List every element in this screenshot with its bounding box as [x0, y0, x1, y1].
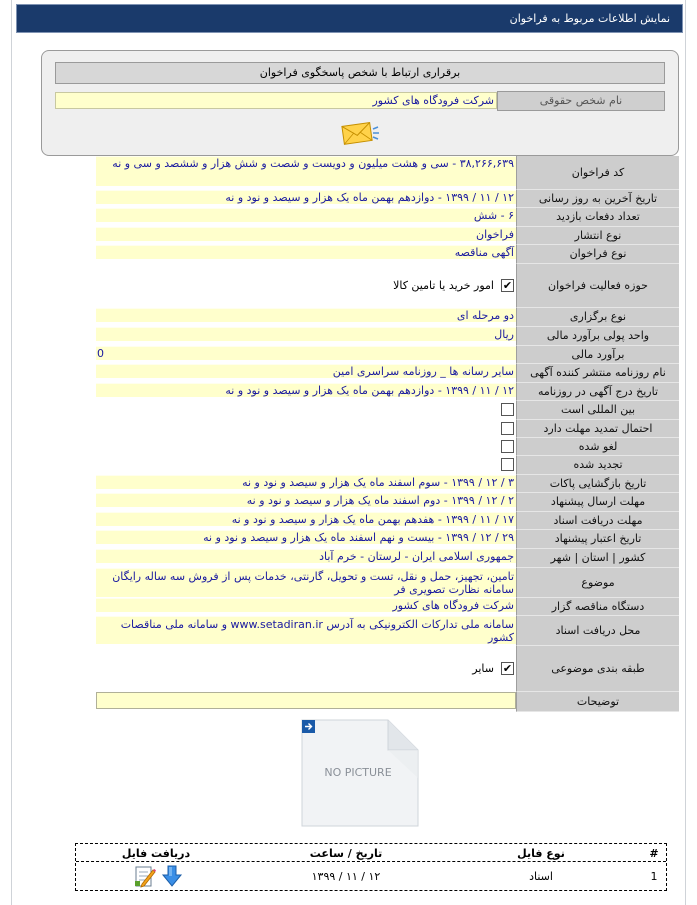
location-value: جمهوری اسلامی ایران - لرستان - خرم آباد	[96, 549, 516, 563]
row-description	[96, 692, 679, 712]
holding-type-label: نوع برگزاری	[516, 308, 679, 327]
subject-label: موضوع	[516, 568, 679, 598]
category-value: سایر	[472, 662, 494, 675]
no-picture-image	[300, 718, 420, 828]
files-table	[75, 843, 667, 891]
validity-date-label: تاریخ اعتبار پیشنهاد	[516, 530, 679, 549]
row-extension	[96, 420, 679, 438]
row-last-update	[96, 190, 679, 208]
row-international	[96, 401, 679, 420]
cancelled-cell	[96, 438, 516, 456]
description-label: توضیحات	[516, 692, 679, 712]
row-location	[96, 549, 679, 568]
file-row-index: 1	[650, 870, 658, 883]
row-holding-type	[96, 308, 679, 327]
row-ad-date	[96, 383, 679, 401]
docs-place-value: سامانه ملی تدارکات الکترونیکی به آدرس www.setadiran.ir و سامانه ملی مناقصات کشور	[96, 616, 516, 644]
submit-deadline-label: مهلت ارسال پیشنهاد	[516, 493, 679, 512]
row-currency-unit	[96, 327, 679, 346]
extension-checkbox[interactable]	[501, 422, 514, 435]
subject-value: تامین، تجهیز، حمل و نقل، تست و تحویل، گارنتی، خدمات پس از فروش سه ساله رایگان سامانه نظارت تصویری فر	[96, 568, 516, 597]
cancelled-checkbox[interactable]	[501, 440, 514, 453]
contact-panel	[41, 50, 679, 156]
row-opening-date	[96, 475, 679, 493]
category-checkbox[interactable]: ✔	[502, 662, 513, 675]
files-header-type: نوع فایل	[517, 847, 565, 860]
row-call-type	[96, 245, 679, 264]
call-code-label: کد فراخوان	[516, 156, 679, 190]
row-activity-area	[96, 264, 679, 308]
estimate-value: 0	[96, 346, 516, 360]
left-border-line	[11, 0, 12, 905]
organizer-label: دستگاه مناقصه گزار	[516, 598, 679, 616]
last-update-label: تاریخ آخرین به روز رسانی	[516, 190, 679, 208]
newspaper-label: نام روزنامه منتشر کننده آگهی	[516, 364, 679, 383]
currency-unit-label: واحد پولی برآورد مالی	[516, 327, 679, 346]
file-row-type: اسناد	[529, 870, 553, 883]
publish-type-label: نوع انتشار	[516, 227, 679, 245]
row-call-code	[96, 156, 679, 190]
visit-count-value: ۶ - شش	[96, 208, 516, 222]
row-category	[96, 646, 679, 692]
row-newspaper	[96, 364, 679, 383]
row-validity-date	[96, 530, 679, 549]
files-header-index: #	[649, 847, 659, 860]
docs-place-label: محل دریافت اسناد	[516, 616, 679, 646]
organizer-value: شرکت فرودگاه های کشور	[96, 598, 516, 612]
opening-date-value: ۳ / ۱۲ / ۱۳۹۹ - سوم اسفند ماه یک هزار و سیصد و نود و نه	[96, 475, 516, 489]
activity-area-value: امور خرید یا تامین کالا	[393, 279, 494, 292]
files-header-datetime: تاریخ / ساعت	[309, 847, 383, 860]
call-code-value: ۳۸,۲۶۶,۶۳۹ - سی و هشت میلیون و دویست و شصت و شش هزار و ششصد و سی و نه	[96, 156, 516, 186]
row-subject	[96, 568, 679, 598]
row-cancelled	[96, 438, 679, 456]
edit-document-icon[interactable]	[134, 864, 156, 888]
docs-deadline-value: ۱۷ / ۱۱ / ۱۳۹۹ - هفدهم بهمن ماه یک هزار و سیصد و نود و نه	[96, 512, 516, 526]
row-estimate	[96, 346, 679, 364]
row-docs-deadline	[96, 512, 679, 530]
newspaper-value: سایر رسانه ها _ روزنامه سراسری امین	[96, 364, 516, 378]
docs-deadline-label: مهلت دریافت اسناد	[516, 512, 679, 530]
validity-date-value: ۲۹ / ۱۲ / ۱۳۹۹ - بیست و نهم اسفند ماه یک هزار و سیصد و نود و نه	[96, 530, 516, 544]
no-picture-text: NO PICTURE	[324, 766, 392, 779]
renewed-checkbox[interactable]	[501, 458, 514, 471]
extension-cell	[96, 420, 516, 438]
location-label: کشور | استان | شهر	[516, 549, 679, 568]
last-update-value: ۱۲ / ۱۱ / ۱۳۹۹ - دوازدهم بهمن ماه یک هزار و سیصد و نود و نه	[96, 190, 516, 204]
mail-icon[interactable]	[340, 119, 380, 147]
currency-unit-value: ریال	[96, 327, 516, 341]
row-renewed	[96, 456, 679, 475]
row-visit-count	[96, 208, 679, 227]
opening-date-label: تاریخ بازگشایی پاکات	[516, 475, 679, 493]
activity-area-label: حوزه فعالیت فراخوان	[516, 264, 679, 308]
files-header-divider	[76, 861, 666, 862]
file-row-datetime: ۱۲ / ۱۱ / ۱۳۹۹	[311, 870, 381, 883]
estimate-label: برآورد مالی	[516, 346, 679, 364]
row-organizer	[96, 598, 679, 616]
extension-label: احتمال تمدید مهلت دارد	[516, 420, 679, 438]
visit-count-label: تعداد دفعات بازدید	[516, 208, 679, 227]
publish-type-value: فراخوان	[96, 227, 516, 241]
files-header-download: دریافت فایل	[121, 847, 191, 860]
international-checkbox[interactable]	[501, 403, 514, 416]
ad-date-value: ۱۲ / ۱۱ / ۱۳۹۹ - دوازدهم بهمن ماه یک هزار و سیصد و نود و نه	[96, 383, 516, 397]
legal-entity-name-value: شرکت فرودگاه های کشور	[55, 92, 497, 109]
international-cell	[96, 401, 516, 420]
contact-header-button[interactable]: برقراری ارتباط با شخص پاسخگوی فراخوان	[55, 62, 665, 84]
cancelled-label: لغو شده	[516, 438, 679, 456]
renewed-label: تجدید شده	[516, 456, 679, 475]
holding-type-value: دو مرحله ای	[96, 308, 516, 322]
call-type-label: نوع فراخوان	[516, 245, 679, 264]
right-border-line	[685, 0, 686, 905]
description-value	[96, 692, 516, 709]
ad-date-label: تاریخ درج آگهی در روزنامه	[516, 383, 679, 401]
legal-entity-name-label: نام شخص حقوقی	[497, 91, 665, 111]
download-arrow-icon[interactable]	[160, 864, 184, 888]
row-docs-place	[96, 616, 679, 646]
call-type-value: آگهی مناقصه	[96, 245, 516, 259]
activity-area-checkbox[interactable]: ✔	[502, 279, 513, 292]
renewed-cell	[96, 456, 516, 475]
submit-deadline-value: ۲ / ۱۲ / ۱۳۹۹ - دوم اسفند ماه یک هزار و سیصد و نود و نه	[96, 493, 516, 507]
international-label: بین المللی است	[516, 401, 679, 420]
category-label: طبقه بندی موضوعی	[516, 646, 679, 692]
row-submit-deadline	[96, 493, 679, 512]
row-publish-type	[96, 227, 679, 245]
window-title: نمایش اطلاعات مربوط به فراخوان	[16, 4, 683, 33]
